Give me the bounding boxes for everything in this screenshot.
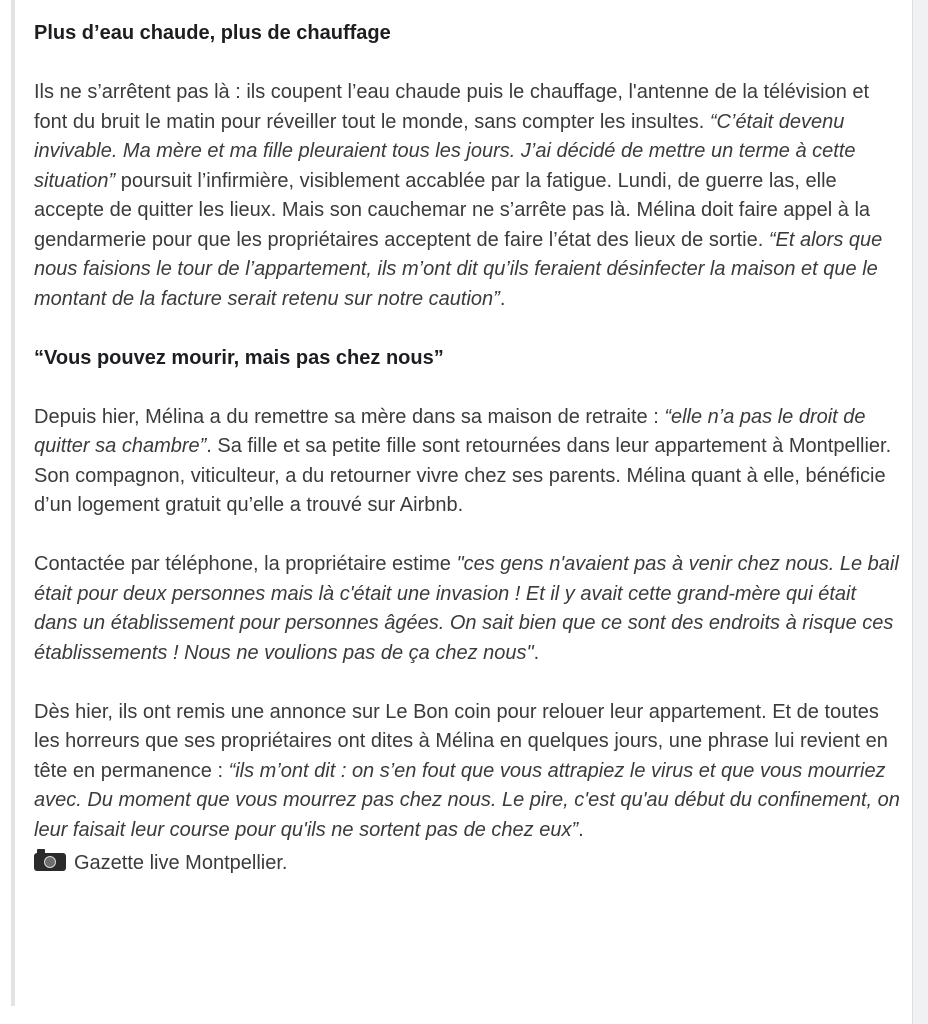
camera-icon — [34, 853, 66, 871]
scrollbar-track[interactable] — [912, 0, 928, 1024]
post-body — [34, 19, 902, 879]
paragraph-4: Dès hier, ils ont remis une annonce sur Le Bon coin pour relouer leur appartement. Et de toutes les horreurs que ses propriétaires ont dites à Mélina en quelques jours, une phrase lui revient en tête en permanence : “ils m’ont dit : on s’en fout que vous attrapiez le virus et que vous mourriez avec. Du moment que vous mourrez pas chez nous. Le pire, c'est qu'au début du confinement, on leur faisait leur course pour qu'ils ne sortent pas de chez eux”. — [34, 700, 900, 841]
section-heading-die-not-here: “Vous pouvez mourir, mais pas chez nous” — [34, 346, 444, 369]
paragraph-2: Depuis hier, Mélina a du remettre sa mère dans sa maison de retraite : “elle n’a pas le droit de quitter sa chambre”. Sa fille et sa petite fille sont retournées dans leur appartement à Montpellier. Son compagnon, viticulteur, a du retourner vivre chez ses parents. Mélina quant à elle, bénéficie d’un logement gratuit qu’elle a trouvé sur Airbnb. — [34, 405, 892, 516]
quote-left-border — [11, 0, 15, 1006]
source-text: Gazette live Montpellier. — [74, 852, 288, 874]
section-heading-hot-water: Plus d’eau chaude, plus de chauffage — [34, 22, 391, 44]
paragraph-1: Ils ne s’arrêtent pas là : ils coupent l’eau chaude puis le chauffage, l'antenne de la télévision et font du bruit le matin pour réveiller tout le monde, sans compter les insultes. “C’était devenu invivable. Ma mère et ma fille pleuraient tous les jours. J’ai décidé de mettre un terme à cette situation” poursuit l’infirmière, visiblement accablée par la fatigue. Lundi, de guerre las, elle accepte de quitter les lieux. Mais son cauchemar ne s’arrête pas là. Mélina doit faire appel à la gendarmerie pour que les propriétaires acceptent de faire l’état des lieux de sortie. “Et alors que nous faisions le tour de l’appartement, ils m’ont dit qu’ils feraient désinfecter la maison et que le montant de la facture serait retenu sur notre caution”. — [34, 81, 883, 310]
paragraph-3: Contactée par téléphone, la propriétaire estime "ces gens n'avaient pas à venir chez nous. Le bail était pour deux personnes mais là c'était une invasion ! Et il y avait cette grand-mère qui était dans un établissement pour personnes âgées. On sait bien que ce sont des endroits à risque ces établissements ! Nous ne voulions pas de ça chez nous". — [34, 553, 899, 664]
source-credit — [34, 849, 902, 879]
